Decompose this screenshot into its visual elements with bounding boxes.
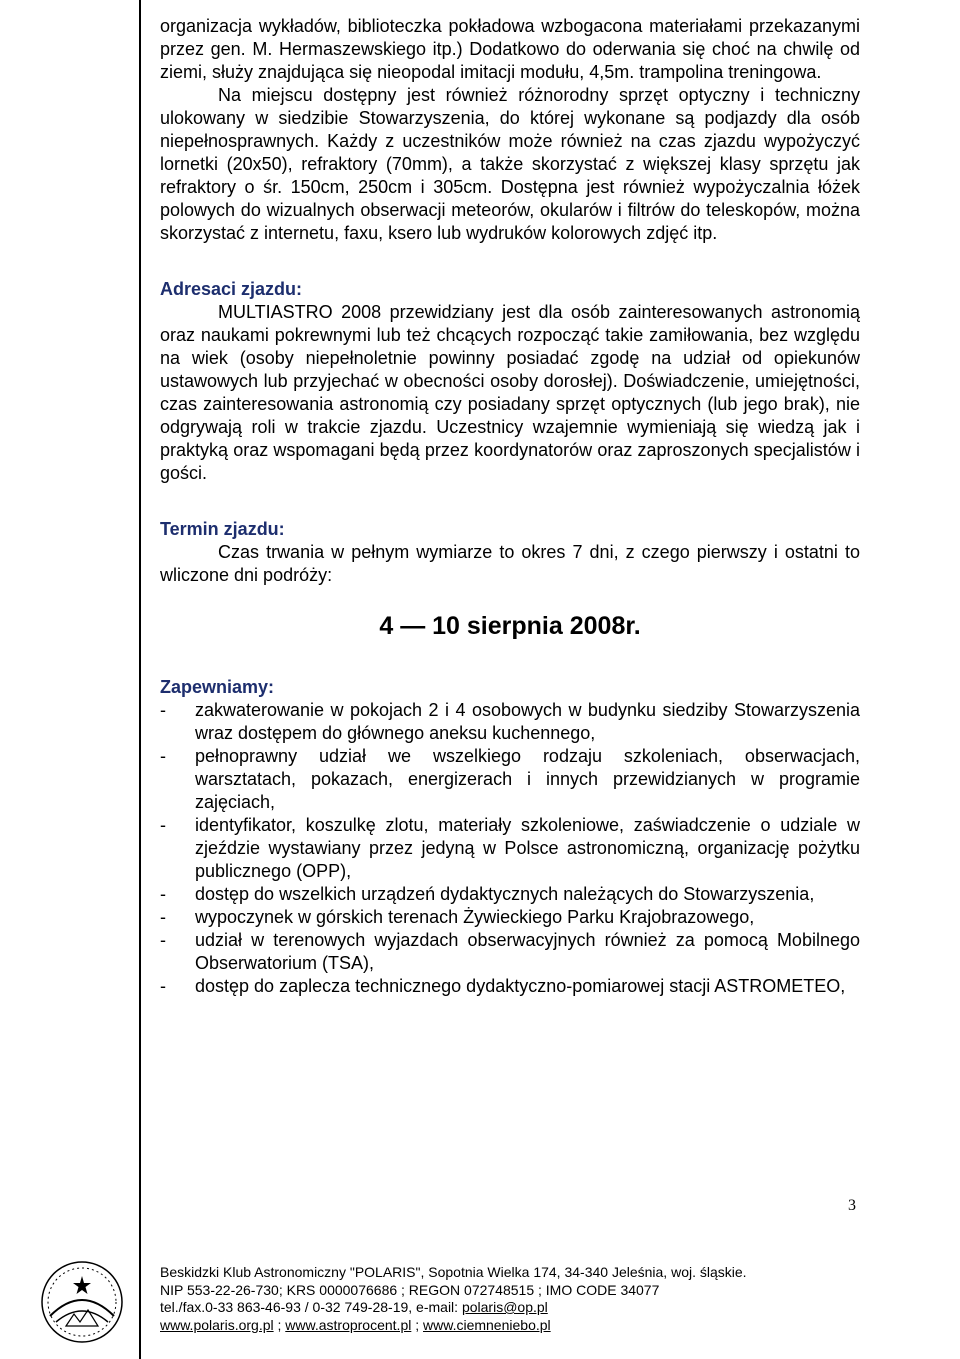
footer <box>160 1264 860 1334</box>
list-item-text: dostęp do wszelkich urządzeń dydaktycznych należących do Stowarzyszenia, <box>195 884 815 904</box>
adresaci-heading: Adresaci zjazdu: <box>160 279 303 299</box>
zapewniamy-heading: Zapewniamy: <box>160 677 275 697</box>
adresaci-text: MULTIASTRO 2008 przewidziany jest dla osób zainteresowanych astronomią oraz naukami pokrewnymi lub też chcących rozpocząć takie zamiłowania, bez względu na wiek (osoby niepełnoletnie powinny posiadać zgodę na udział od opiekunów ustawowych lub przyjechać w obecności osoby dorosłej). Doświadczenie, umiejętności, czas zainteresowania astronomią czy posiadany sprzęt optycznych (lub jego brak), nie odgrywają roli w trakcie zjazdu. Uczestnicy wzajemnie wymieniają się wiedzą jak i praktyką oraz wspomagani będą przez koordynatorów oraz zaproszonych specjalistów i gości. <box>160 302 860 483</box>
footer-address: Beskidzki Klub Astronomiczny "POLARIS", Sopotnia Wielka 174, 34-340 Jeleśnia, woj. śląskie. <box>160 1264 747 1280</box>
left-margin-rule <box>139 0 141 1359</box>
page-number: 3 <box>848 1197 856 1214</box>
list-dash: - <box>160 884 166 904</box>
list-item-text: identyfikator, koszulkę zlotu, materiały szkoleniowe, zaświadczenie o udziale w zjeździe wystawiany przez jedyną w Polsce astronomiczną, organizację pożytku publicznego (OPP), <box>195 815 860 881</box>
list-item <box>160 929 860 975</box>
page-content <box>160 15 860 998</box>
website-link-astroprocent[interactable]: www.astroprocent.pl <box>285 1316 412 1333</box>
list-dash: - <box>160 976 166 996</box>
footer-registration: NIP 553-22-26-730; KRS 0000076686 ; REGON 072748515 ; IMO CODE 34077 <box>160 1281 660 1298</box>
polaris-logo-icon <box>36 1256 128 1348</box>
paragraph-1: organizacja wykładów, biblioteczka pokładowa wzbogacona materiałami przekazanymi przez gen. M. Hermaszewskiego itp.) Dodatkowo do oderwania się choć na chwilę od ziemi, służy znajdująca się nieopodal imitacji modułu, 4,5m. trampolina treningowa. <box>160 16 860 82</box>
list-dash: - <box>160 746 166 766</box>
list-dash: - <box>160 700 166 720</box>
paragraph-2: Na miejscu dostępny jest również różnorodny sprzęt optyczny i techniczny ulokowany w siedzibie Stowarzyszenia, do której wykonane są podjazdy dla osób niepełnosprawnych. Każdy z uczestników może również na czas zjazdu wypożyczyć lornetki (20x50), refraktory (70mm), a także skorzystać z większej klasy sprzętu jak refraktory o śr. 150cm, 250cm i 305cm. Dostępna jest również wypożyczalnia łóżek polowych do wizualnych obserwacji meteorów, okularów i filtrów do teleskopów, można skorzystać z internetu, faxu, ksero lub wydruków kolorowych zdjęć itp. <box>160 85 860 243</box>
footer-contact: tel./fax.0-33 863-46-93 / 0-32 749-28-19, e-mail: polaris@op.pl <box>160 1299 548 1315</box>
list-dash: - <box>160 815 166 835</box>
website-link-polaris[interactable]: www.polaris.org.pl <box>160 1316 274 1333</box>
list-dash: - <box>160 930 166 950</box>
list-item <box>160 699 860 745</box>
website-link-ciemneniebo[interactable]: www.ciemneniebo.pl <box>423 1316 551 1333</box>
list-item <box>160 906 860 929</box>
list-item <box>160 883 860 906</box>
list-dash: - <box>160 907 166 927</box>
zapewniamy-list <box>160 699 860 998</box>
list-item-text: pełnoprawny udział we wszelkiego rodzaju szkoleniach, obserwacjach, warsztatach, pokazach, energizerach i innych przewidzianych w programie zajęciach, <box>195 746 860 812</box>
list-item-text: dostęp do zaplecza technicznego dydaktyczno-pomiarowej stacji ASTROMETEO, <box>195 976 846 996</box>
list-item-text: udział w terenowych wyjazdach obserwacyjnych również za pomocą Mobilnego Obserwatorium (TSA), <box>195 930 860 973</box>
footer-links: www.polaris.org.pl ; www.astroprocent.pl ; www.ciemneniebo.pl <box>160 1316 551 1333</box>
list-item <box>160 745 860 814</box>
list-item-text: wypoczynek w górskich terenach Żywieckiego Parku Krajobrazowego, <box>195 907 755 927</box>
list-item-text: zakwaterowanie w pokojach 2 i 4 osobowych w budynku siedziby Stowarzyszenia wraz dostępem do głównego aneksu kuchennego, <box>195 700 860 743</box>
termin-text: Czas trwania w pełnym wymiarze to okres 7 dni, z czego pierwszy i ostatni to wliczone dni podróży: <box>160 542 860 585</box>
event-date: 4 — 10 sierpnia 2008r. <box>379 612 641 640</box>
list-item <box>160 814 860 883</box>
email-link[interactable]: polaris@op.pl <box>461 1299 548 1315</box>
list-item <box>160 975 860 998</box>
termin-heading: Termin zjazdu: <box>160 519 285 539</box>
